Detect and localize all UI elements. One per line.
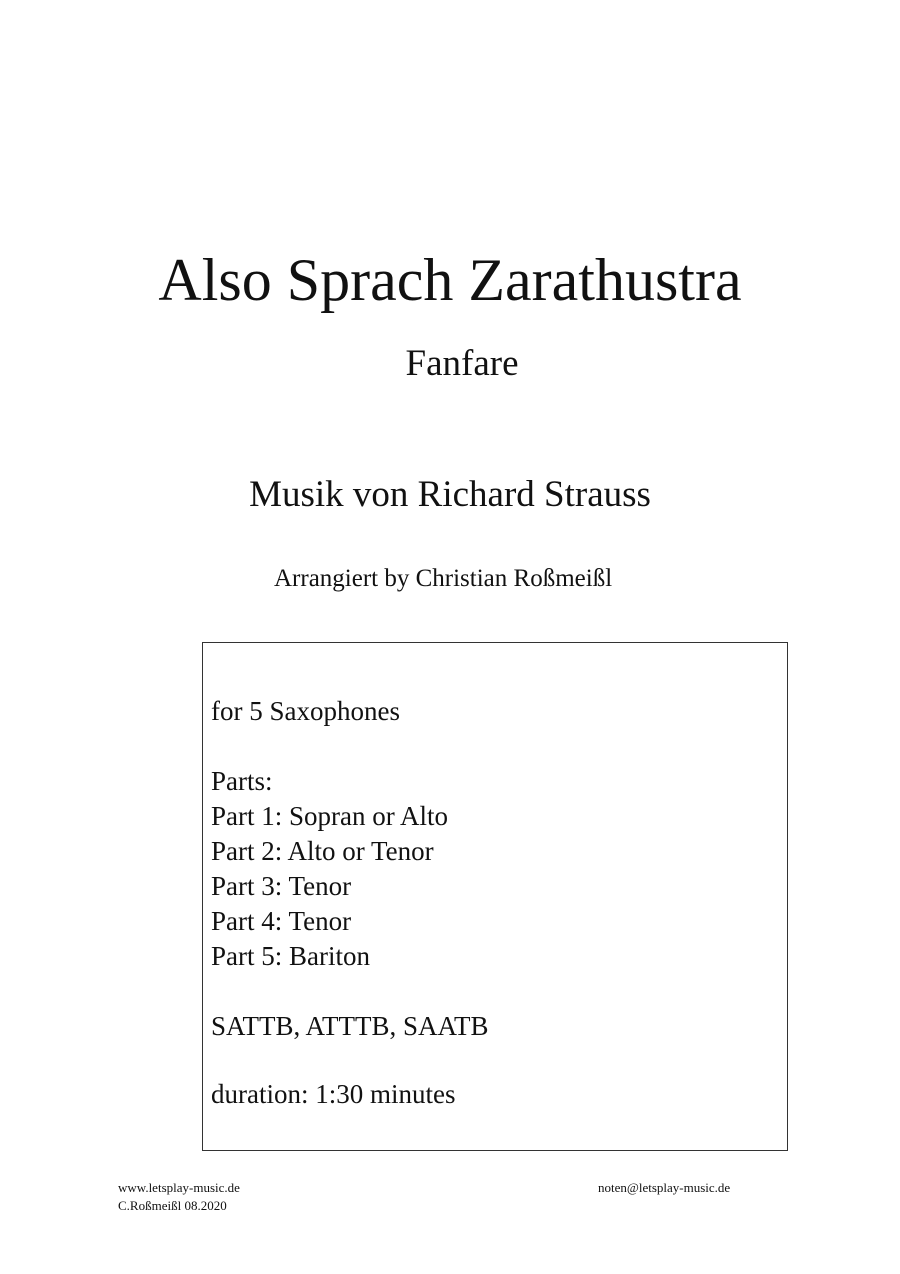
part-item: Part 5: Bariton (211, 941, 370, 971)
info-box (202, 642, 788, 1151)
part-item: Part 4: Tenor (211, 906, 352, 936)
part-item: Part 2: Alto or Tenor (211, 836, 434, 866)
copyright-text: C.Roßmeißl 08.2020 (118, 1198, 227, 1213)
page-title: Also Sprach Zarathustra (158, 247, 742, 313)
voicings-text: SATTB, ATTTB, SAATB (211, 1011, 489, 1041)
arranger-credit: Arrangiert by Christian Roßmeißl (274, 565, 613, 592)
part-item: Part 1: Sopran or Alto (211, 801, 448, 831)
parts-heading: Parts: (211, 766, 273, 796)
website-link[interactable]: www.letsplay-music.de (118, 1180, 240, 1195)
part-item: Part 3: Tenor (211, 871, 352, 901)
email-link[interactable]: noten@letsplay-music.de (598, 1180, 731, 1195)
duration-text: duration: 1:30 minutes (211, 1079, 456, 1109)
page-subtitle: Fanfare (405, 343, 519, 384)
composer-credit: Musik von Richard Strauss (249, 474, 651, 515)
instrumentation-text: for 5 Saxophones (211, 696, 400, 726)
